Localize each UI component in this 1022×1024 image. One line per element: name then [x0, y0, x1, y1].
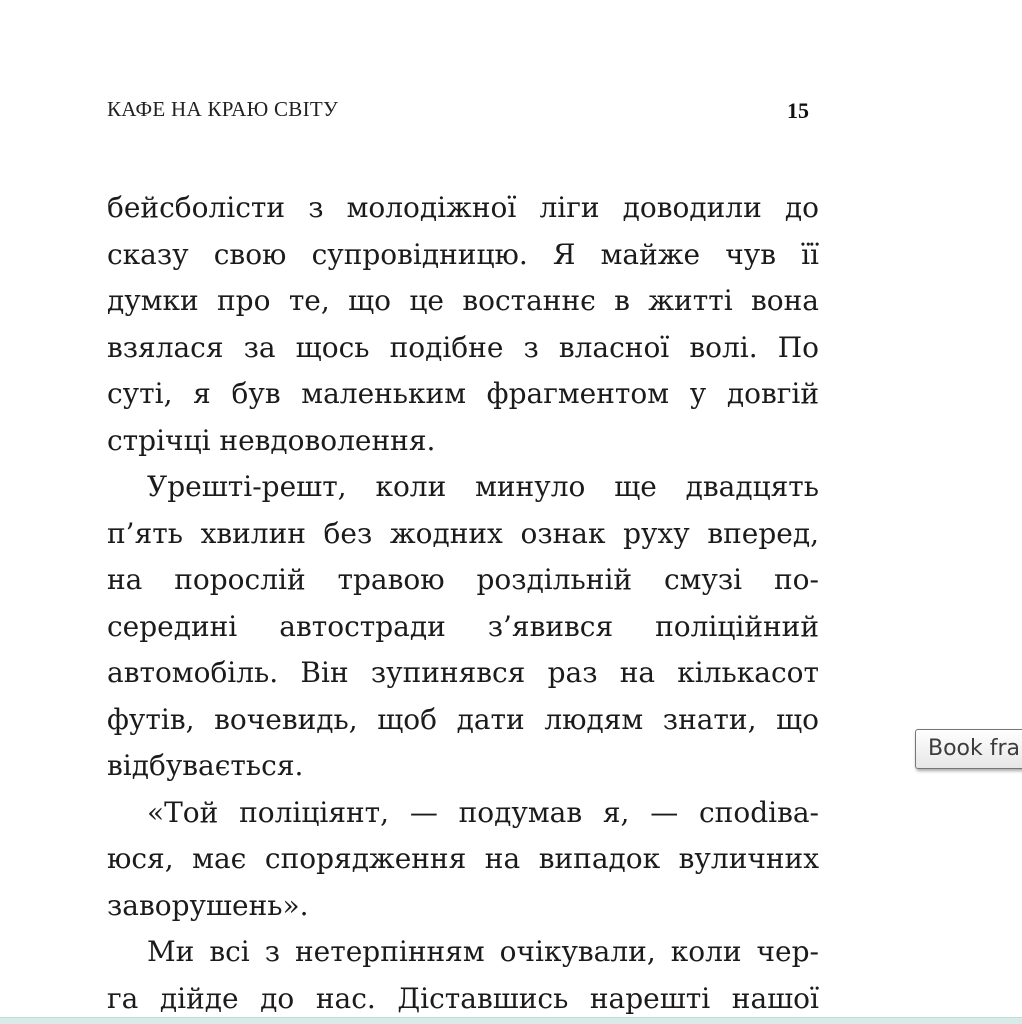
- book-fragment-tooltip: Book fra: [915, 729, 1022, 769]
- text-line: п’ять хвилин без жодних ознак руху вперед,: [107, 516, 819, 550]
- text-line: суті, я був маленьким фрагментом у довгій: [107, 377, 819, 410]
- text-line: відбувається.: [107, 749, 304, 782]
- text-line: взялася за щось подібне з власної волі. По: [107, 330, 819, 364]
- text-line: юся, має спорядження на випадок вуличних: [107, 842, 819, 875]
- text-line: заворушень».: [107, 888, 309, 922]
- text-line: «Той поліціянт, — подумав я, — спodіва-: [147, 795, 819, 829]
- text-line: середині автостради з’явився поліційний: [107, 609, 819, 643]
- text-line: стрічці невдоволення.: [107, 423, 436, 457]
- text-line: га дійде до нас. Діставшись нарешті нашої: [107, 981, 819, 1015]
- text-line: бейсболісти з молодіжної ліги доводили до: [107, 191, 819, 224]
- text-line: Урешті-решт, коли минуло ще двадцять: [147, 470, 819, 503]
- text-line: сказу свою супровідницю. Я майже чув її: [107, 237, 819, 271]
- page-number: 15: [787, 98, 809, 123]
- running-title: КАФЕ НА КРАЮ СВІТУ: [107, 97, 339, 121]
- page-body: [107, 185, 819, 1022]
- text-line: Ми всі з нетерпінням очікували, коли чер-: [147, 935, 819, 968]
- text-line: думки про те, що це востаннє в житті вона: [107, 284, 819, 317]
- text-line: футів, вочевидь, щоб дати людям знати, що: [107, 702, 819, 736]
- text-line: на порослій травою роздільній смузі по-: [107, 563, 819, 596]
- bottom-toolbar-edge: [0, 1017, 1022, 1024]
- text-line: автомобіль. Він зупинявся раз на кількасот: [107, 656, 819, 689]
